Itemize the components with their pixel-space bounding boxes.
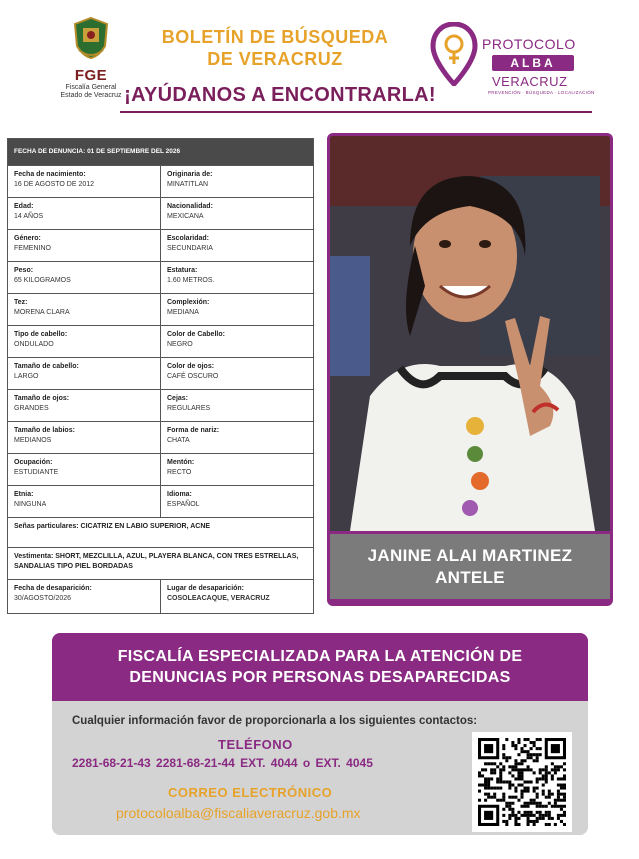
email-link[interactable]: protocoloalba@fiscaliaveracruz.gob.mx xyxy=(116,805,361,821)
fge-subtitle-line-1: Fiscalía General xyxy=(65,84,117,91)
info-row xyxy=(8,421,313,453)
info-value: SECUNDARIA xyxy=(167,245,213,252)
info-row xyxy=(8,197,313,229)
info-row xyxy=(8,357,313,389)
info-value: ESTUDIANTE xyxy=(14,469,59,476)
info-row xyxy=(8,261,313,293)
email-label: CORREO ELECTRÓNICO xyxy=(168,785,333,800)
clothing-label: Vestimenta: xyxy=(14,553,54,560)
alba-badge: ALBA xyxy=(492,55,574,71)
info-row xyxy=(8,389,313,421)
info-value: CAFÉ OSCURO xyxy=(167,373,219,380)
info-cell xyxy=(8,358,160,389)
info-value: NINGUNA xyxy=(14,501,47,508)
info-label: Complexión: xyxy=(167,299,210,306)
info-value: FEMENINO xyxy=(14,245,51,252)
person-name-line-2: ANTELE xyxy=(435,568,505,587)
disappearance-row xyxy=(8,579,313,613)
clothing-value: SHORT, MEZCLILLA, AZUL, PLAYERA BLANCA, CON TRES ESTRELLAS, SANDALIAS TIPO PIEL BORDADAS xyxy=(14,553,299,570)
info-value: 65 KILOGRAMOS xyxy=(14,277,71,284)
location-pin-female-icon xyxy=(430,22,478,86)
info-cell xyxy=(160,390,313,421)
info-cell xyxy=(160,422,313,453)
info-label: Idioma: xyxy=(167,491,192,498)
info-cell xyxy=(8,454,160,485)
info-cell xyxy=(160,230,313,261)
disappearance-place-cell xyxy=(160,580,313,613)
info-value: NEGRO xyxy=(167,341,193,348)
person-name xyxy=(330,534,610,599)
info-cell xyxy=(160,454,313,485)
info-cell xyxy=(8,390,160,421)
info-label: Estatura: xyxy=(167,267,198,274)
info-value: MEDIANA xyxy=(167,309,199,316)
qr-code-icon[interactable] xyxy=(472,732,572,832)
info-value: MORENA CLARA xyxy=(14,309,70,316)
info-label: Peso: xyxy=(14,267,34,274)
info-cell xyxy=(160,262,313,293)
info-row xyxy=(8,293,313,325)
info-label: Originaria de: xyxy=(167,171,213,178)
phone-label: TELÉFONO xyxy=(218,737,293,752)
info-value: RECTO xyxy=(167,469,192,476)
alba-protocolo-text: PROTOCOLO xyxy=(482,36,576,52)
info-value: ONDULADO xyxy=(14,341,54,348)
fge-logo xyxy=(52,16,130,106)
info-cell xyxy=(8,198,160,229)
info-cell xyxy=(8,422,160,453)
info-label: Tamaño de labios: xyxy=(14,427,75,434)
fge-acronym: FGE xyxy=(74,67,108,84)
alba-tagline: PREVENCIÓN · BÚSQUEDA · LOCALIZACIÓN xyxy=(488,90,595,95)
info-cell xyxy=(160,486,313,517)
disappearance-date-label: Fecha de desaparición: xyxy=(14,585,92,592)
fiscalia-banner xyxy=(52,633,588,701)
help-slogan: ¡AYÚDANOS A ENCONTRARLA! xyxy=(124,84,436,106)
fge-subtitle-line-2: Estado de Veracruz xyxy=(60,92,122,99)
info-label: Género: xyxy=(14,235,41,242)
info-label: Tamaño de cabello: xyxy=(14,363,79,370)
info-row xyxy=(8,165,313,197)
qr-code-pattern xyxy=(478,738,566,826)
info-label: Nacionalidad: xyxy=(167,203,213,210)
fge-subtitle xyxy=(52,84,130,100)
alba-region-text: VERACRUZ xyxy=(492,74,568,89)
info-label: Etnia: xyxy=(14,491,34,498)
header-divider xyxy=(120,111,592,113)
contact-intro: Cualquier información favor de proporcionarla a los siguientes contactos: xyxy=(72,715,478,727)
header xyxy=(0,0,639,120)
protocolo-alba-logo xyxy=(430,22,595,102)
info-cell xyxy=(8,486,160,517)
info-cell xyxy=(8,230,160,261)
title-line-2: DE VERACRUZ xyxy=(207,49,343,69)
phone-numbers[interactable]: 2281-68-21-43 2281-68-21-44 EXT. 4044 o EXT. 4045 xyxy=(72,756,373,770)
complaint-date: FECHA DE DENUNCIA: 01 DE SEPTIEMBRE DEL 2026 xyxy=(8,139,313,165)
info-label: Fecha de nacimiento: xyxy=(14,171,86,178)
info-label: Mentón: xyxy=(167,459,195,466)
contact-panel xyxy=(52,701,588,835)
distinguishing-marks-row xyxy=(8,517,313,547)
distinguishing-marks-value: CICATRIZ EN LABIO SUPERIOR, ACNE xyxy=(80,523,211,530)
info-cell xyxy=(160,294,313,325)
info-row xyxy=(8,485,313,517)
info-label: Edad: xyxy=(14,203,34,210)
info-label: Color de Cabello: xyxy=(167,331,225,338)
info-label: Forma de nariz: xyxy=(167,427,220,434)
info-value: 16 DE AGOSTO DE 2012 xyxy=(14,181,95,188)
info-cell xyxy=(8,166,160,197)
info-row xyxy=(8,453,313,485)
bulletin-title xyxy=(120,26,430,70)
disappearance-place-value: COSOLEACAQUE, VERACRUZ xyxy=(167,595,270,602)
info-label: Cejas: xyxy=(167,395,189,402)
state-shield-icon xyxy=(71,16,111,60)
info-value: REGULARES xyxy=(167,405,211,412)
info-value: CHATA xyxy=(167,437,190,444)
missing-person-photo xyxy=(330,136,610,531)
fiscalia-banner-line-2: DENUNCIAS POR PERSONAS DESAPARECIDAS xyxy=(129,669,511,686)
info-cell xyxy=(160,198,313,229)
info-label: Tez: xyxy=(14,299,28,306)
info-row xyxy=(8,229,313,261)
info-cell xyxy=(160,166,313,197)
info-value: MINATITLAN xyxy=(167,181,209,188)
clothing-row xyxy=(8,547,313,579)
disappearance-date-value: 30/AGOSTO/2026 xyxy=(14,595,72,602)
fiscalia-banner-line-1: FISCALÍA ESPECIALIZADA PARA LA ATENCIÓN DE xyxy=(117,648,523,665)
person-name-line-1: JANINE ALAI MARTINEZ xyxy=(367,546,573,565)
disappearance-date-cell xyxy=(8,580,160,613)
info-label: Tipo de cabello: xyxy=(14,331,68,338)
person-info-table xyxy=(7,138,314,614)
info-value: GRANDES xyxy=(14,405,49,412)
info-value: ESPAÑOL xyxy=(167,501,200,508)
distinguishing-marks-label: Señas particulares: xyxy=(14,523,79,530)
info-value: 1.60 METROS. xyxy=(167,277,215,284)
photo-card xyxy=(327,133,613,606)
info-cell xyxy=(160,358,313,389)
title-line-1: BOLETÍN DE BÚSQUEDA xyxy=(161,27,389,47)
info-value: MEDIANOS xyxy=(14,437,52,444)
info-label: Color de ojos: xyxy=(167,363,215,370)
info-rows xyxy=(8,165,313,517)
info-value: LARGO xyxy=(14,373,39,380)
disappearance-place-label: Lugar de desaparición: xyxy=(167,585,245,592)
info-cell xyxy=(8,262,160,293)
info-value: 14 AÑOS xyxy=(14,213,44,220)
info-value: MEXICANA xyxy=(167,213,204,220)
info-cell xyxy=(8,326,160,357)
info-row xyxy=(8,325,313,357)
info-label: Ocupación: xyxy=(14,459,53,466)
info-cell xyxy=(160,326,313,357)
info-cell xyxy=(8,294,160,325)
info-label: Escolaridad: xyxy=(167,235,210,242)
info-label: Tamaño de ojos: xyxy=(14,395,70,402)
